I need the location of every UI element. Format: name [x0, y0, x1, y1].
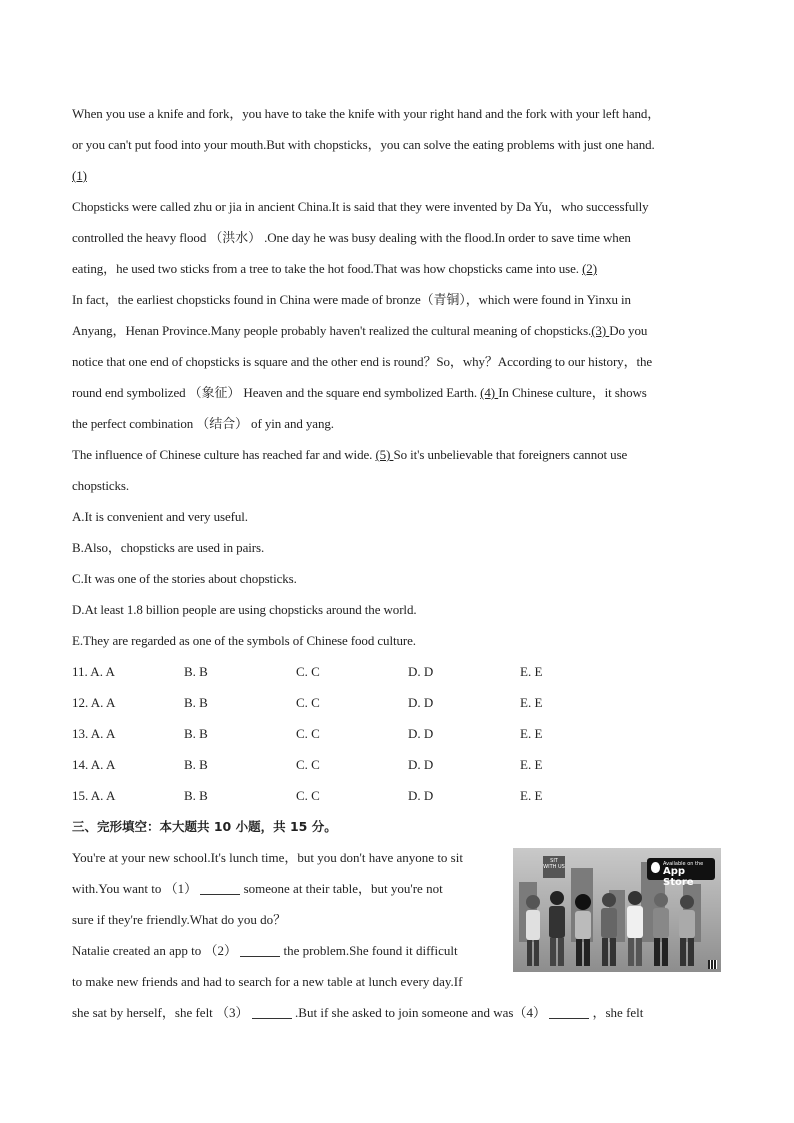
- blank-marker: (5): [375, 447, 394, 462]
- option-text: A.It is convenient and very useful.: [72, 509, 248, 524]
- passage-line: Chopsticks were called zhu or jia in ancient China.It is said that they were invented by Da Yu，who successfully: [72, 199, 649, 214]
- passage-line: or you can't put food into your mouth.But with chopsticks，you can solve the eating problems with just one hand.: [72, 137, 655, 152]
- text-span: the problem.She found it difficult: [280, 943, 458, 958]
- passage-line: notice that one end of chopsticks is square and the other end is round？So，why？According to our history，the: [72, 354, 653, 369]
- choice-a[interactable]: 14. A. A: [72, 757, 116, 772]
- cloze-passage: [72, 842, 732, 1028]
- choice-a[interactable]: 12. A. A: [72, 695, 116, 710]
- passage-line: [72, 377, 732, 408]
- passage-line: [72, 160, 732, 191]
- text-span: .But if she asked to join someone and was（4）: [291, 1005, 546, 1020]
- choice-a[interactable]: 13. A. A: [72, 726, 116, 741]
- choice-e[interactable]: E. E: [520, 664, 543, 679]
- option-text: D.At least 1.8 billion people are using chopsticks around the world.: [72, 602, 417, 617]
- blank-marker: (3): [591, 323, 610, 338]
- qr-code-icon: [708, 960, 717, 969]
- passage-line: chopsticks.: [72, 478, 130, 493]
- answer-blank[interactable]: [240, 942, 280, 957]
- heading-text: 分。: [307, 819, 337, 834]
- passage-line: [72, 997, 732, 1028]
- store-big-text: App Store: [663, 866, 694, 888]
- choice-c[interactable]: C. C: [296, 788, 320, 803]
- sit-with-us-logo: [543, 856, 565, 878]
- passage-line: sure if they're friendly.What do you do？: [72, 912, 287, 927]
- passage-line: In fact，the earliest chopsticks found in China were made of bronze（青铜），which were found in Yinxu in: [72, 292, 631, 307]
- text-span: Do you: [609, 323, 648, 338]
- text-span: someone at their table，but you're not: [240, 881, 443, 896]
- passage-line: to make new friends and had to search for a new table at lunch every day.If: [72, 974, 463, 989]
- passage-line: controlled the heavy flood （洪水） .One day he was busy dealing with the flood.In order to save time when: [72, 230, 631, 245]
- passage-line: You're at your new school.It's lunch time，but you don't have anyone to sit: [72, 850, 463, 865]
- blank-marker: (4): [480, 385, 499, 400]
- answer-blank[interactable]: [200, 880, 240, 895]
- choice-a[interactable]: 11. A. A: [72, 664, 115, 679]
- question-row: [72, 656, 732, 687]
- choice-e[interactable]: E. E: [520, 695, 543, 710]
- choice-b[interactable]: B. B: [184, 695, 208, 710]
- choice-b[interactable]: B. B: [184, 788, 208, 803]
- choice-e[interactable]: E. E: [520, 757, 543, 772]
- heading-text: 三、完形填空：本大题共: [72, 819, 214, 834]
- text-span: ，she felt: [592, 1005, 644, 1020]
- blank-marker: (1): [72, 168, 87, 183]
- choice-e[interactable]: E. E: [520, 726, 543, 741]
- blank-marker: (2): [582, 261, 597, 276]
- exam-page: [72, 98, 732, 1028]
- section-heading: [72, 811, 732, 842]
- text-span: So it's unbelievable that foreigners cannot use: [393, 447, 628, 462]
- choice-c[interactable]: C. C: [296, 664, 320, 679]
- app-promo-image: [513, 848, 721, 972]
- students-illustration: [521, 888, 711, 968]
- store-small-text: Available on the: [663, 861, 704, 867]
- question-row: [72, 780, 732, 811]
- heading-text: 小题，共: [231, 819, 290, 834]
- option-text: E.They are regarded as one of the symbols of Chinese food culture.: [72, 633, 416, 648]
- choice-c[interactable]: C. C: [296, 757, 320, 772]
- choice-b[interactable]: B. B: [184, 757, 208, 772]
- logo-text: SIT WITH US: [543, 858, 565, 870]
- choice-c[interactable]: C. C: [296, 726, 320, 741]
- text-span: round end symbolized （象征） Heaven and the square end symbolized Earth.: [72, 385, 481, 400]
- text-span: she sat by herself，she felt （3）: [72, 1005, 249, 1020]
- text-span: eating，he used two sticks from a tree to take the hot food.That was how chopsticks came into use.: [72, 261, 583, 276]
- passage-line: [72, 253, 732, 284]
- text-span: with.You want to （1）: [72, 881, 198, 896]
- choice-d[interactable]: D. D: [408, 788, 434, 803]
- question-row: [72, 687, 732, 718]
- choice-d[interactable]: D. D: [408, 695, 434, 710]
- choice-d[interactable]: D. D: [408, 664, 434, 679]
- passage-line: [72, 439, 732, 470]
- text-span: In Chinese culture，it shows: [498, 385, 647, 400]
- question-row: [72, 718, 732, 749]
- choice-c[interactable]: C. C: [296, 695, 320, 710]
- option-text: C.It was one of the stories about chopsticks.: [72, 571, 297, 586]
- answer-blank[interactable]: [252, 1004, 292, 1019]
- passage-line: [72, 315, 732, 346]
- choice-d[interactable]: D. D: [408, 757, 434, 772]
- heading-text: 10: [213, 819, 232, 834]
- apple-icon: [651, 862, 660, 873]
- text-span: Anyang，Henan Province.Many people probably haven't realized the cultural meaning of chopsticks.: [72, 323, 592, 338]
- choice-d[interactable]: D. D: [408, 726, 434, 741]
- choice-b[interactable]: B. B: [184, 726, 208, 741]
- choice-a[interactable]: 15. A. A: [72, 788, 116, 803]
- app-store-badge[interactable]: [647, 858, 715, 888]
- heading-text: 15: [289, 819, 308, 834]
- choice-e[interactable]: E. E: [520, 788, 543, 803]
- choice-b[interactable]: B. B: [184, 664, 208, 679]
- text-span: The influence of Chinese culture has reached far and wide.: [72, 447, 376, 462]
- text-span: Natalie created an app to （2）: [72, 943, 237, 958]
- answer-blank[interactable]: [549, 1004, 589, 1019]
- question-row: [72, 749, 732, 780]
- passage-line: When you use a knife and fork，you have to take the knife with your right hand and the fork with your left hand，: [72, 106, 661, 121]
- passage-line: the perfect combination （结合） of yin and yang.: [72, 416, 334, 431]
- option-text: B.Also，chopsticks are used in pairs.: [72, 540, 265, 555]
